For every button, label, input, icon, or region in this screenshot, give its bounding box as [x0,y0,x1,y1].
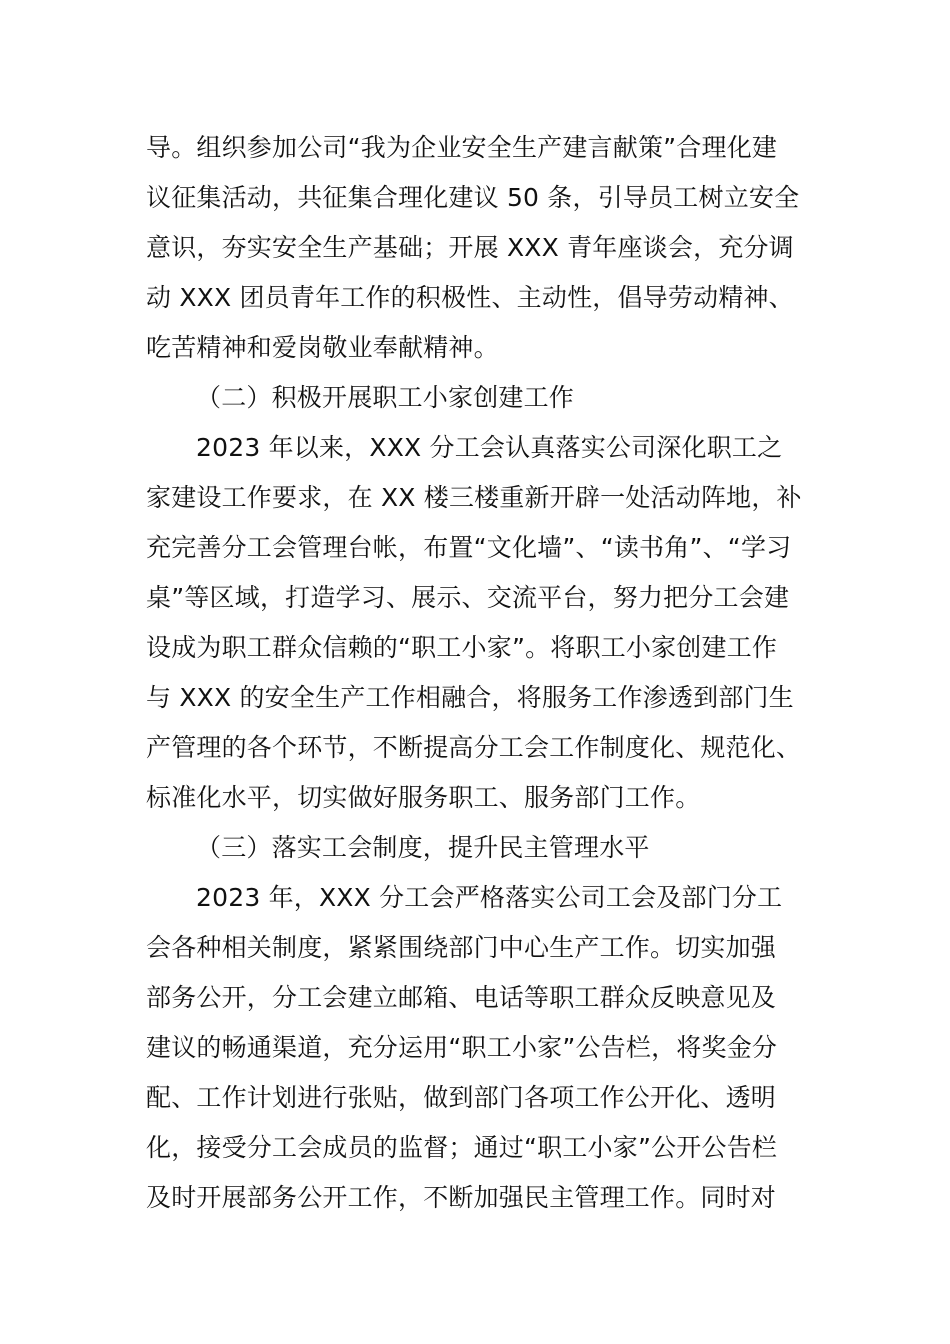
body-text-line: 部务公开，分工会建立邮箱、电话等职工群众反映意见及 [146,983,777,1012]
body-text-line: 及时开展部务公开工作，不断加强民主管理工作。同时对 [146,1183,777,1212]
body-text-line: 产管理的各个环节，不断提高分工会工作制度化、规范化、 [146,733,802,762]
body-text-line: 设成为职工群众信赖的“职工小家”。将职工小家创建工作 [146,633,778,662]
paragraph-start-line: 2023 年，XXX 分工会严格落实公司工会及部门分工 [196,883,783,912]
body-text-line: 导。组织参加公司“我为企业安全生产建言献策”合理化建 [146,133,778,162]
body-text-line: 化，接受分工会成员的监督；通过“职工小家”公开公告栏 [146,1133,778,1162]
body-text-line: 议征集活动，共征集合理化建议 50 条，引导员工树立安全 [146,183,800,212]
body-text-line: 桌”等区域，打造学习、展示、交流平台，努力把分工会建 [146,583,790,612]
body-text-line: 标准化水平，切实做好服务职工、服务部门工作。 [146,783,701,812]
body-text-line: 动 XXX 团员青年工作的积极性、主动性，倡导劳动精神、 [146,283,794,312]
section-heading-3: （三）落实工会制度，提升民主管理水平 [196,833,650,862]
body-text-line: 建议的畅通渠道，充分运用“职工小家”公告栏，将奖金分 [146,1033,778,1062]
section-heading-2: （二）积极开展职工小家创建工作 [196,383,575,412]
body-text-line: 与 XXX 的安全生产工作相融合，将服务工作渗透到部门生 [146,683,794,712]
body-text-line: 意识，夯实安全生产基础；开展 XXX 青年座谈会，充分调 [146,233,794,262]
paragraph-start-line: 2023 年以来，XXX 分工会认真落实公司深化职工之 [196,433,783,462]
body-text-line: 充完善分工会管理台帐，布置“文化墙”、“读书角”、“学习 [146,533,792,562]
body-text-line: 家建设工作要求，在 XX 楼三楼重新开辟一处活动阵地，补 [146,483,802,512]
body-text-line: 吃苦精神和爱岗敬业奉献精神。 [146,333,499,362]
body-text-line: 配、工作计划进行张贴，做到部门各项工作公开化、透明 [146,1083,777,1112]
body-text-line: 会各种相关制度，紧紧围绕部门中心生产工作。切实加强 [146,933,777,962]
